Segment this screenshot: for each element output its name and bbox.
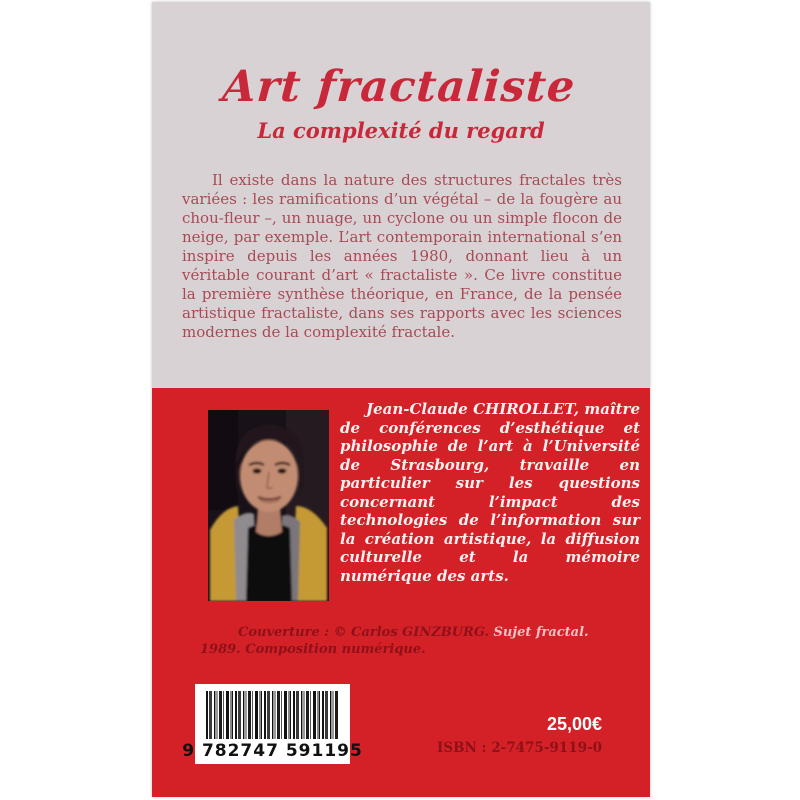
barcode [182,684,363,764]
bottom-section [152,388,650,797]
author-name: Jean-Claude CHIROLLET [366,400,574,418]
book-subtitle: La complexité du regard [257,118,545,143]
barcode-number: 9 782747 591195 [182,741,363,761]
synopsis-paragraph: Il existe dans la nature des structures fractales très variées : les ramifications d’un végétal – de la fougère au chou-fleur –, un nuage, un cyclone ou un simple flocon de neige, par exemple. L’art contemporain international s’en inspire depuis les années 1980, donnant lieu à un véritable courant d’art « fractaliste ». Ce livre constitue la première synthèse théorique, en France, de la pensée artistique fractaliste, dans ses rapports avec les sciences modernes de la complexité fractale. [182,171,622,341]
author-bio-text: , maître de conférences d’esthétique et philosophie de l’art à l’Université de Strasbourg, travaille en particulier sur les questions concernant l’impact des technologies de l’information sur la création artistique, la diffusion culturelle et la mémoire numérique des arts. [340,400,640,585]
credit-part3: 1989. Composition numérique. [200,642,426,657]
price: 25,00€ [546,714,602,734]
cover-credit [200,624,608,658]
author-portrait-photo [208,410,329,601]
book-title: Art fractaliste [220,62,578,112]
author-bio [340,400,640,585]
book-back-cover [152,2,650,797]
credit-part1: Couverture : © Carlos GINZBURG. [238,625,494,640]
isbn: ISBN : 2-7475-9119-0 [437,740,602,756]
barcode-bars-icon [206,691,339,739]
credit-artwork-title: Sujet fractal. [493,625,589,640]
top-section [152,2,650,388]
